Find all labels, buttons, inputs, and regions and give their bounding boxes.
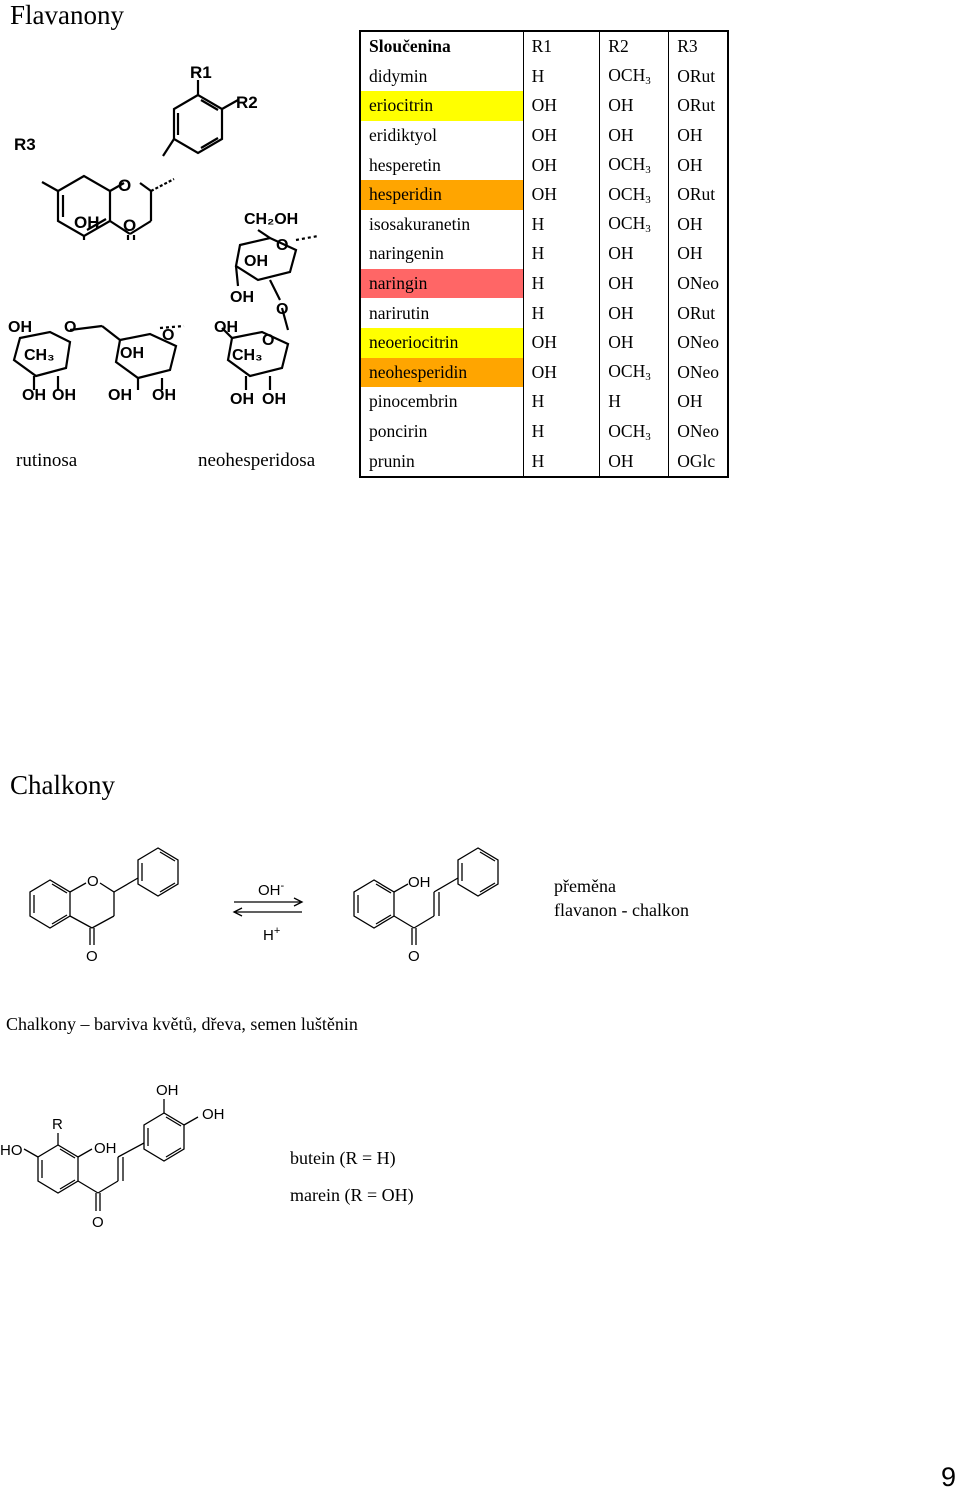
r2-value <box>600 180 669 210</box>
compound-name: neoeriocitrin <box>360 328 523 358</box>
neo-link-o: O <box>276 301 289 318</box>
r2-value <box>600 417 669 447</box>
table-row <box>360 150 728 180</box>
r3-value: OGlc <box>669 446 728 477</box>
r2-label: R2 <box>236 93 258 112</box>
r1-value: H <box>523 62 600 92</box>
table-row <box>360 298 728 328</box>
r3-value: ONeo <box>669 328 728 358</box>
r2-main: OH <box>608 273 634 294</box>
r2-main: OH <box>608 125 634 146</box>
rut-oh-1: OH <box>8 319 32 336</box>
r3-value: ONeo <box>669 358 728 388</box>
r2-value <box>600 62 669 92</box>
neo-oh-3: OH <box>214 319 238 336</box>
r1-value: OH <box>523 121 600 151</box>
compound-name: hesperetin <box>369 154 441 175</box>
header-r3: R3 <box>669 31 728 62</box>
rut-ring-o1: O <box>64 319 77 336</box>
compound-name: pinocembrin <box>369 391 458 412</box>
chalcone-oh: OH <box>408 874 431 891</box>
r2-value <box>600 358 669 388</box>
r1-value: H <box>523 387 600 417</box>
r2-subscript: 3 <box>645 430 651 443</box>
table-row <box>360 269 728 299</box>
r2-value <box>600 269 669 299</box>
r2-subscript: 3 <box>645 164 651 177</box>
r2-main: OCH <box>608 361 646 382</box>
flavanone-keto-o: O <box>86 948 98 965</box>
flavanone-ring-o: O <box>87 873 99 890</box>
neo-oh-2: OH <box>230 289 254 306</box>
sugar-structures <box>0 200 340 415</box>
butein-oh-3: OH <box>202 1106 225 1123</box>
r2-subscript: 3 <box>645 371 651 384</box>
r3-value: ORut <box>669 91 728 121</box>
compound-name: neohesperidin <box>360 358 523 388</box>
compound-name: narirutin <box>369 302 430 323</box>
r1-value: OH <box>523 358 600 388</box>
r3-value: ONeo <box>669 269 728 299</box>
rut-oh-3: OH <box>22 387 46 404</box>
conversion-line2: flavanon - chalkon <box>554 900 689 920</box>
table-header-row <box>360 31 728 62</box>
r3-value: OH <box>669 210 728 240</box>
butein-keto-o: O <box>92 1214 104 1231</box>
neo-ring-o2: O <box>262 332 275 349</box>
r3-label: R3 <box>14 135 36 154</box>
r2-value <box>600 210 669 240</box>
r1-value: OH <box>523 328 600 358</box>
table-row <box>360 62 728 92</box>
table-row <box>360 446 728 477</box>
r2-value <box>600 328 669 358</box>
table-row <box>360 417 728 447</box>
r2-value <box>600 298 669 328</box>
h-plus-label: H+ <box>263 925 281 944</box>
butein-structure <box>0 1075 280 1235</box>
compound-name: naringenin <box>369 243 444 264</box>
flavanone-chalcone-reaction <box>0 840 540 970</box>
r2-main: OCH <box>608 183 646 204</box>
r2-value <box>600 150 669 180</box>
r2-main: OCH <box>608 420 646 441</box>
compound-name: prunin <box>369 450 415 471</box>
compound-name: eriocitrin <box>360 91 523 121</box>
table-row <box>360 91 728 121</box>
butein-oh-1: OH <box>94 1140 117 1157</box>
r2-main: OCH <box>608 65 646 86</box>
r3-value: ORut <box>669 298 728 328</box>
marein-label: marein (R = OH) <box>290 1185 414 1205</box>
page-number: 9 <box>940 1462 956 1492</box>
r2-subscript: 3 <box>645 75 651 88</box>
r2-main: H <box>608 391 621 412</box>
r2-value <box>600 446 669 477</box>
oh-minus-label: OH- <box>258 880 285 899</box>
rutinosa-label: rutinosa <box>16 450 78 471</box>
compound-name: hesperidin <box>360 180 523 210</box>
r1-value: OH <box>523 180 600 210</box>
compound-name: didymin <box>369 65 428 86</box>
r1-label: R1 <box>190 63 212 82</box>
rut-ring-o2: O <box>162 327 175 344</box>
header-compound: Sloučenina <box>369 36 451 57</box>
ch2oh-label: CH₂OH <box>244 211 299 228</box>
r1-value: H <box>523 298 600 328</box>
r3-value: ORut <box>669 62 728 92</box>
table-row <box>360 239 728 269</box>
conversion-line1: přeměna <box>554 876 616 896</box>
r3-value: ORut <box>669 180 728 210</box>
r2-main: OH <box>608 302 634 323</box>
butein-r: R <box>52 1116 63 1133</box>
chalkony-description: Chalkony – barviva květů, dřeva, semen luštěnin <box>6 1014 358 1034</box>
neohesperidosa-label: neohesperidosa <box>198 450 316 471</box>
r1-value: OH <box>523 150 600 180</box>
r2-main: OH <box>608 95 634 116</box>
neo-ring-o1: O <box>276 237 289 254</box>
r3-value: ONeo <box>669 417 728 447</box>
r2-subscript: 3 <box>645 223 651 236</box>
neo-oh-5: OH <box>262 391 286 408</box>
neo-ch3: CH₃ <box>232 347 263 364</box>
r2-main: OH <box>608 332 634 353</box>
butein-oh-2: OH <box>156 1082 179 1099</box>
table-row <box>360 387 728 417</box>
r1-value: H <box>523 239 600 269</box>
table-row <box>360 328 728 358</box>
r2-value <box>600 239 669 269</box>
table-row <box>360 121 728 151</box>
r3-value: OH <box>669 387 728 417</box>
keto-oxygen-label: O <box>123 216 137 235</box>
rut-ch3: CH₃ <box>24 347 55 364</box>
neo-oh-1: OH <box>244 253 268 270</box>
compound-name: naringin <box>360 269 523 299</box>
r1-value: H <box>523 269 600 299</box>
flavanone-table <box>359 30 729 478</box>
r1-value: OH <box>523 91 600 121</box>
r1-value: H <box>523 446 600 477</box>
r2-main: OCH <box>608 154 646 175</box>
butein-ho: HO <box>0 1142 23 1159</box>
table-row <box>360 358 728 388</box>
r2-value <box>600 387 669 417</box>
oh-label: OH <box>74 213 100 232</box>
section-heading-flavanony: Flavanony <box>10 0 124 30</box>
rut-oh-4: OH <box>52 387 76 404</box>
section-heading-chalkony: Chalkony <box>10 770 115 800</box>
butein-label: butein (R = H) <box>290 1148 396 1168</box>
header-r1: R1 <box>523 31 600 62</box>
compound-name: isosakuranetin <box>369 213 471 234</box>
r2-main: OCH <box>608 213 646 234</box>
r2-main: OH <box>608 450 634 471</box>
r3-value: OH <box>669 121 728 151</box>
r2-value <box>600 91 669 121</box>
r1-value: H <box>523 210 600 240</box>
rut-oh-6: OH <box>152 387 176 404</box>
compound-name: eridiktyol <box>369 125 438 146</box>
compound-name: poncirin <box>369 421 428 442</box>
ring-oxygen-label: O <box>118 176 132 195</box>
neo-oh-4: OH <box>230 391 254 408</box>
r2-subscript: 3 <box>645 193 651 206</box>
r1-value: H <box>523 417 600 447</box>
rut-oh-2: OH <box>120 345 144 362</box>
header-r2: R2 <box>600 31 669 62</box>
r2-value <box>600 121 669 151</box>
chalcone-keto-o: O <box>408 948 420 965</box>
table-row <box>360 210 728 240</box>
r2-main: OH <box>608 243 634 264</box>
r3-value: OH <box>669 239 728 269</box>
rut-oh-5: OH <box>108 387 132 404</box>
r3-value: OH <box>669 150 728 180</box>
table-row <box>360 180 728 210</box>
